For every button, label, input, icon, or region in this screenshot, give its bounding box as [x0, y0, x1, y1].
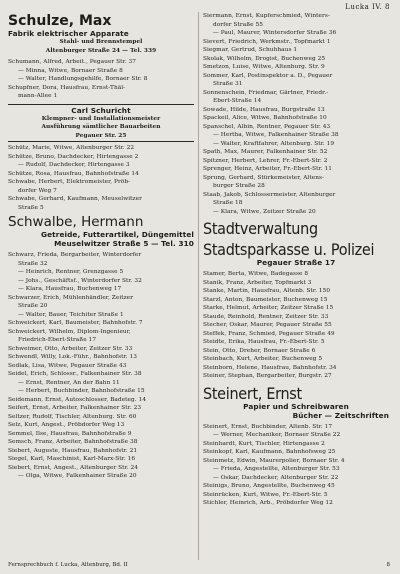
directory-entry: Starzl, Anton, Baumeister, Buchenweg 15 — [203, 296, 328, 303]
directory-entry: Steidte, Erika, Hausfrau, Fr.-Ebert-Str. 5 — [203, 339, 325, 345]
directory-entry-continuation: Straße 18 — [213, 200, 243, 206]
directory-entry: Siegel, Karl, Maschinist, Karl-Marx-Str. 16 — [8, 456, 136, 462]
directory-entry-continuation: — Frieda, Angestellte, Altenburger Str. 53 — [213, 466, 340, 472]
directory-entry: Schumann, Alfred, Arbeit., Pegauer Str. 37 — [8, 59, 136, 65]
directory-entry: Siegmar, Gertrud, Schuhhaus 1 — [203, 47, 298, 53]
directory-entry-continuation: mann-Allee 1 — [18, 93, 58, 99]
advertiser-tagline: Meuselwitzer Straße 5 — Tel. 310 — [54, 239, 194, 248]
directory-entry: Sedlak, Lisa, Witwe, Pegauer Straße 43 — [8, 362, 127, 369]
directory-entry: Spath, Max, Maurer, Falkenhainer Str. 52 — [203, 149, 328, 155]
directory-entry: Stanik, Franz, Arbeiter, Topfmarkt 3 — [203, 279, 312, 286]
directory-entry: Schweickert, Karl, Baumeister, Bahnhofstr. 7 — [8, 320, 143, 326]
footer-imprint: Fernsprechbuch f. Lucka, Altenburg, Bd. II — [8, 562, 128, 568]
directory-entry-continuation: dorfer Weg 7 — [18, 187, 57, 194]
column-divider — [198, 12, 199, 560]
advertisement-box — [8, 104, 194, 143]
directory-entry: Steinigs, Bruno, Angestellte, Buchenweg 45 — [203, 483, 335, 489]
advertiser-tagline: Getreide, Futterartikel, Düngemittel — [41, 230, 194, 239]
directory-entry: Sprenger, Heinz, Arbeiter, Fr.-Ebert-Str. 11 — [203, 166, 333, 172]
advertiser-tagline: Bücher — Zeitschriften — [292, 410, 389, 420]
directory-entry-continuation: — Oskar, Dachdecker, Altenburger Str. 22 — [213, 474, 339, 481]
directory-entry-continuation: Straße 20 — [18, 303, 48, 309]
directory-entry: Schwendl, Willy, Lok.-Führ., Bahnhofstr. 13 — [8, 354, 137, 360]
directory-entry: Schwabe, Herbert, Elektromeister, Pröb- — [8, 179, 131, 185]
directory-entry-continuation: — Walter, Kraftfahrer, Altenburg. Str. 19 — [213, 140, 335, 147]
advertiser-detail: Pegauer Str. 25 — [75, 132, 127, 139]
directory-entry: Schwarzer, Erich, Mühlenhändler, Zeitzer — [8, 294, 134, 301]
directory-entry-continuation: — Minna, Witwe, Bornaer Straße 8 — [18, 67, 123, 74]
directory-entry-continuation: — Johs., Geschäftsf., Winterdorfer Str. 32 — [18, 277, 142, 284]
directory-entry: Stichler, Heinrich, Arb., Pröbdorfer Weg 12 — [203, 500, 333, 506]
directory-entry-continuation: Straße 5 — [18, 204, 44, 211]
directory-entry: Steinbach, Kurt, Arbeiter, Buchenweg 5 — [203, 356, 323, 362]
directory-entry: Seidel, Erich, Schlossr., Falkenhainer Str. 38 — [8, 371, 142, 377]
directory-entry: Stecher, Oskar, Maurer, Pegauer Straße 55 — [203, 322, 332, 328]
directory-entry: Schütze, Bruno, Dachdecker, Hirtengasse 2 — [8, 153, 139, 160]
advertiser-detail: Altenburger Straße 24 — Tel. 339 — [45, 47, 157, 54]
directory-entry-continuation: Ebert-Straße 14 — [213, 98, 262, 104]
directory-entry-continuation: — Rudolf, Dachdecker, Hirtengasse 3 — [18, 162, 130, 168]
directory-entry: Spackeil, Alice, Witwe, Bahnhofstraße 10 — [203, 115, 327, 121]
directory-entry: Steinmetz, Edwin, Maurerpolier, Bornaer Str. 4 — [203, 457, 345, 464]
directory-entry: Sprung, Gerhard, Stürkemeister, Altens- — [203, 174, 325, 181]
directory-entry: Staab, Jakob, Schlossermeister, Altenburger — [203, 191, 336, 198]
directory-entry: Steinrücken, Kurt, Witwe, Fr.-Ebert-Str. 5 — [203, 491, 328, 498]
directory-entry: Steiner, Stephan, Bergarbeiter, Burgstr. 27 — [203, 373, 332, 379]
directory-entry: Schütz, Marie, Witwe, Altenburger Str. 22 — [8, 145, 135, 151]
advertiser-tagline: Fabrik elektrischer Apparate — [8, 29, 129, 38]
directory-entry-continuation: — Olga, Witwe, Falkenhainer Straße 20 — [18, 473, 137, 479]
directory-entry: Sievert, Friedrich, Werkmstr., Topfmarkt 1 — [203, 38, 331, 45]
directory-entry: Steinhardt, Kurt, Tischler, Hirtengasse 2 — [203, 440, 325, 447]
directory-entry-continuation: dorfer Straße 55 — [213, 21, 264, 28]
directory-entry-continuation: — Heinrich, Rentner, Grenzgasse 5 — [18, 269, 124, 275]
directory-entry: Spitzner, Herbert, Lehrer, Fr.-Ebert-Str. 2 — [203, 157, 328, 164]
directory-entry: Stanke, Martin, Hausfrau, Altenb. Str. 150 — [203, 288, 331, 294]
page-footer — [8, 562, 390, 568]
directory-entry: Seltzer, Rudolf, Tischler, Altenburg. Str. 60 — [8, 413, 137, 420]
directory-entry-continuation: — Hertha, Witwe, Falkenhainer Straße 38 — [213, 132, 339, 138]
directory-entry: Seifert, Ernst, Arbeiter, Falkenhainer Str. 23 — [8, 405, 142, 411]
directory-entry: Steinkopf, Karl, Kaufmann, Bahnhofsweg 25 — [203, 449, 336, 455]
directory-entry-continuation: Friedrich-Ebert-Straße 17 — [18, 337, 97, 343]
directory-entry: Siermann, Ernst, Kupferschmied, Winters- — [203, 13, 330, 19]
right-column — [203, 12, 389, 508]
directory-entry-continuation: — Ernst, Rentner, An der Bahn 11 — [18, 379, 120, 386]
directory-entry: Selz, Kurt, Angest., Pröbdorfer Weg 13 — [8, 422, 125, 428]
directory-entry: Skolak, Wilhelm, Drogist, Buchenweg 25 — [203, 55, 326, 62]
advertiser-heading: Stadtsparkasse u. Polizei — [203, 240, 375, 259]
directory-entry: Seidemann, Ernst, Autoschlosser, Badeteg. 14 — [8, 396, 147, 403]
directory-entry: Staude, Reinhold, Rentner, Zeitzer Str. 33 — [203, 313, 329, 320]
footer-page-number: 8 — [386, 562, 390, 568]
directory-entry: Schwarz, Frieda, Bergarbeiter, Winterdorfer — [8, 252, 142, 258]
advertiser-detail: Klempner- und Installationsmeister — [41, 115, 161, 122]
advertiser-heading: Schwalbe, Hermann — [8, 214, 144, 230]
advertiser-detail: Stahl- und Brennstempel — [59, 39, 143, 45]
directory-entry: Semsch, Franz, Arbeiter, Bahnhofstraße 38 — [8, 439, 138, 445]
directory-entry: Schupfner, Dora, Hausfrau, Ernst-Thäl- — [8, 84, 126, 91]
advertiser-tagline: Carl Schuricht — [71, 105, 131, 115]
directory-entry: Siebert, Auguste, Hausfrau, Bahnhofstr. 21 — [8, 447, 138, 454]
directory-entry: Schweickert, Wilhelm, Diplom-Ingenieur, — [8, 328, 131, 335]
advertiser-detail: Ausführung sämtlicher Bauarbeiten — [41, 124, 161, 130]
directory-entry-continuation: Straße 31 — [213, 81, 243, 87]
advertiser-heading: Steinert, Ernst — [203, 383, 302, 403]
directory-entry: Spanschel, Albin, Rentner, Pegauer Str. 43 — [203, 123, 331, 130]
directory-entry-continuation: — Klara, Witwe, Zeitzer Straße 20 — [213, 208, 316, 215]
directory-entry-continuation: burger Straße 28 — [213, 183, 265, 189]
advertiser-heading: Schulze, Max — [8, 13, 112, 29]
left-column — [8, 12, 194, 481]
directory-entry-continuation: — Walter, Bauer, Teichiter Straße 1 — [18, 311, 124, 318]
directory-entry: Schweimer, Otto, Arbeiter, Zeitzer Str. 33 — [8, 345, 133, 352]
directory-entry: Starke, Helmut, Arbeiter, Zeitzer Straße 15 — [203, 305, 334, 311]
advertiser-heading: Stadtverwaltung — [203, 219, 318, 238]
directory-entry-continuation: — Herbert, Buchbinder, Bahnhofstraße 15 — [18, 388, 145, 394]
directory-entry: Stein, Otto, Dreher, Bornaer Straße 6 — [203, 347, 316, 354]
directory-entry: Siebert, Ernst, Angest., Altenburger Str. 24 — [8, 464, 139, 471]
directory-entry: Stamer, Berta, Witwe, Badegasse 8 — [203, 271, 309, 277]
directory-entry: Sommer, Karl, Postinspektor a. D., Pegauer — [203, 72, 333, 79]
directory-entry-continuation: Straße 32 — [18, 260, 48, 267]
advertiser-tagline: Pegauer Straße 17 — [256, 258, 336, 267]
advertiser-tagline: Papier und Schreibwaren — [243, 401, 349, 411]
directory-entry: Sonnenschein, Friedmar, Gärtner, Friedr.- — [203, 89, 329, 96]
directory-entry-continuation: — Klara, Hausfrau, Buchenweg 17 — [18, 286, 122, 292]
directory-entry: Schwabe, Gerhard, Kaufmann, Meuselwitzer — [8, 196, 142, 202]
directory-entry: Semmel, Ilse, Hausfrau, Bahnhofstraße 9 — [8, 430, 132, 437]
directory-entry-continuation: — Werner, Mechaniker, Bornaer Straße 22 — [213, 432, 341, 438]
directory-entry-continuation: — Walter, Handlungsgehilfe, Bornaer Str. 8 — [18, 76, 148, 82]
directory-entry: Sowade, Hilde, Hausfrau, Burgstraße 13 — [203, 106, 325, 113]
directory-entry: Steffek, Franz, Schmied, Pegauer Straße 49 — [203, 330, 335, 337]
running-head: Lucka IV. 8 — [345, 3, 390, 11]
directory-entry-continuation: — Paul, Maurer, Wintersdorfer Straße 36 — [213, 30, 337, 36]
directory-entry: Schütze, Rosa, Hausfrau, Bahnhofstraße 14 — [8, 170, 139, 177]
directory-entry: Steinborn, Helene, Hausfrau, Bahnhofstr. 34 — [203, 364, 337, 371]
directory-entry: Smetzon, Luise, Witwe, Altenburg. Str. 9 — [203, 64, 325, 70]
directory-entry: Steinert, Ernst, Buchbinder, Altenb. Str. 17 — [203, 423, 333, 430]
